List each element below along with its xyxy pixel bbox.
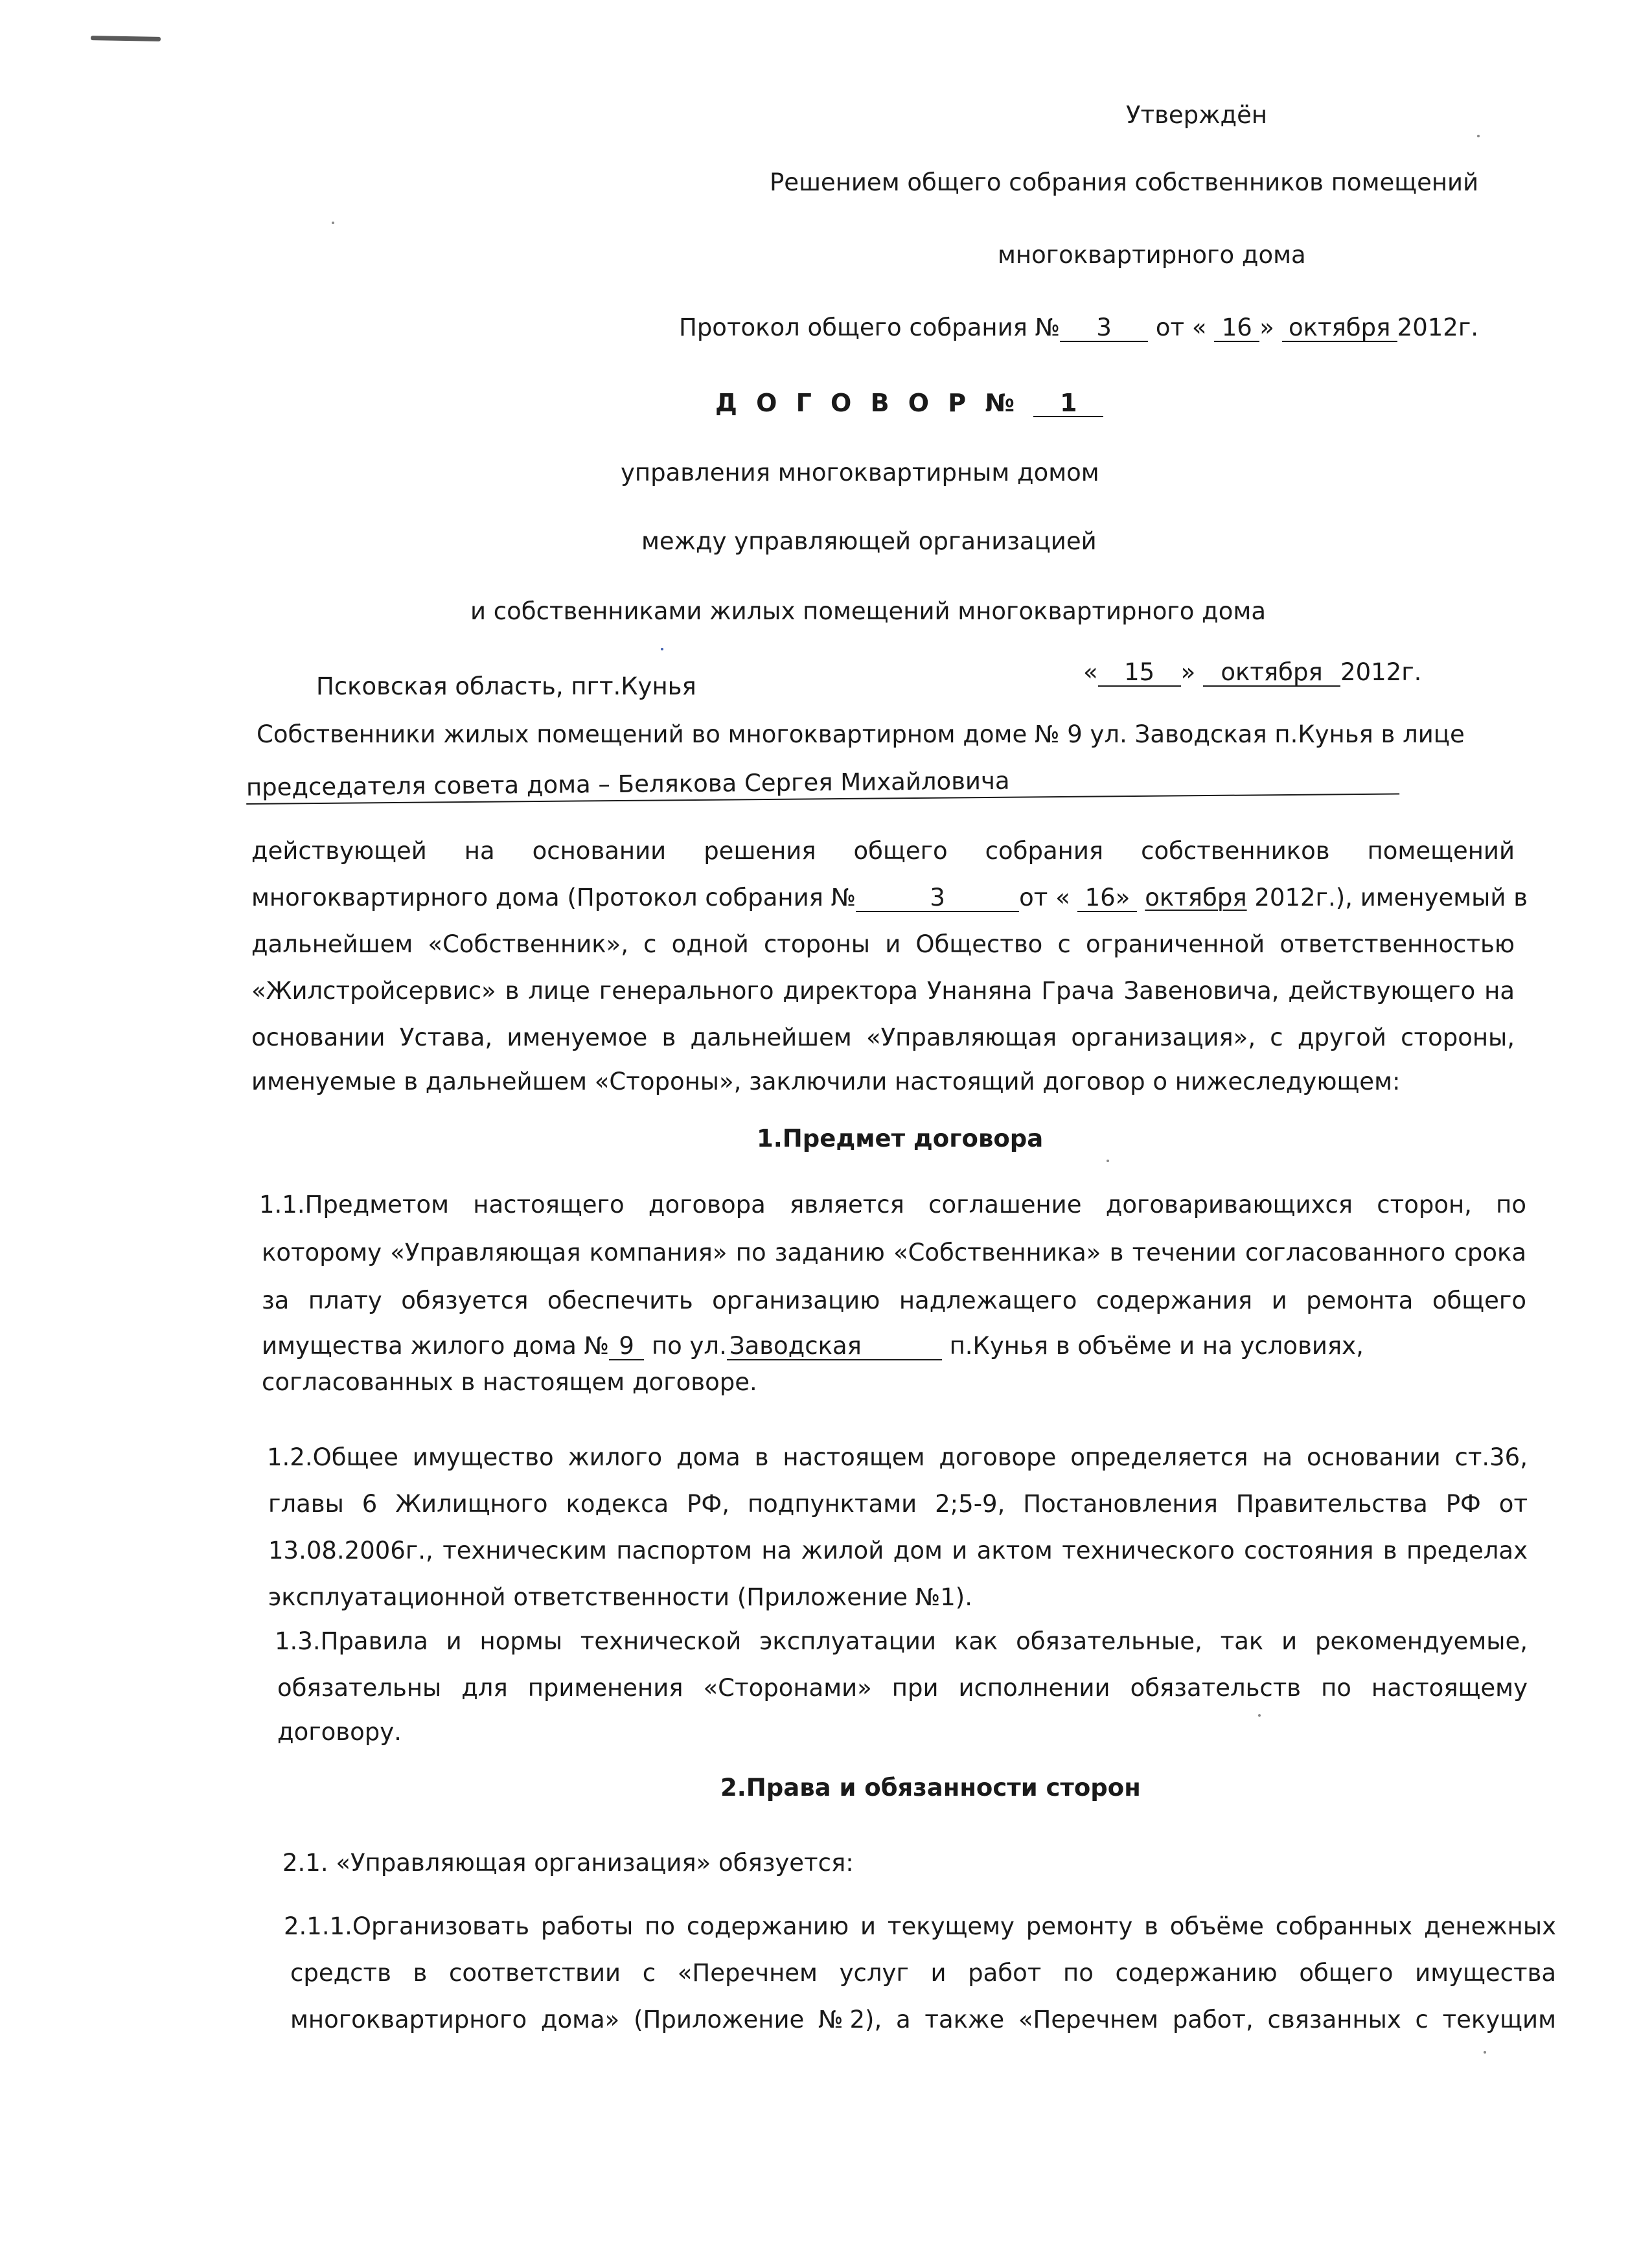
- section-1-1-house-text: имущества жилого дома №: [262, 1332, 610, 1360]
- approved-label: Утверждён: [1126, 101, 1268, 129]
- section-1-2-line-4: эксплуатационной ответственности (Приложение №1).: [268, 1583, 972, 1611]
- section-2-1-line: 2.1. «Управляющая организация» обязуется:: [282, 1849, 854, 1877]
- section-1-1-line-5: согласованных в настоящем договоре.: [262, 1368, 757, 1396]
- preamble-line-4: [251, 882, 1528, 913]
- section-1-2-line-2: главы 6 Жилищного кодекса РФ, подпунктами 2;5-9, Постановления Правительства РФ от: [268, 1490, 1528, 1518]
- date-open-quote: «: [1083, 658, 1098, 686]
- contract-title: [715, 387, 1103, 418]
- scan-speck: [1258, 1714, 1261, 1717]
- section-1-1-tail: п.Кунья в объёме и на условиях,: [949, 1332, 1364, 1360]
- contract-subtitle-2: между управляющей организацией: [641, 527, 1097, 555]
- section-1-1-line-2: которому «Управляющая компания» по заданию «Собственника» в течении согласованного срока: [262, 1239, 1526, 1266]
- owner-representative: председателя совета дома – Белякова Сергея Михайловича: [246, 762, 1399, 805]
- approval-building: многоквартирного дома: [998, 241, 1306, 269]
- scan-artifact-mark: [91, 36, 161, 41]
- date-day: 15: [1098, 659, 1181, 687]
- contract-subtitle-3: и собственниками жилых помещений многоквартирного дома: [470, 597, 1266, 625]
- section-1-1-line-1: 1.1.Предметом настоящего договора является соглашение договаривающихся сторон, по: [259, 1191, 1526, 1219]
- scan-speck: [1477, 135, 1480, 137]
- preamble-year-text: 2012г.), именуемый в: [1254, 884, 1528, 911]
- preamble-day: 16»: [1077, 885, 1137, 912]
- section-1-1-line-4: [262, 1331, 1526, 1362]
- protocol-close-quote: »: [1259, 314, 1274, 341]
- section-1-1-house-number: 9: [609, 1333, 644, 1360]
- preamble-protocol-text: многоквартирного дома (Протокол собрания №: [251, 884, 856, 911]
- section-1-3-line-1: 1.3.Правила и нормы технической эксплуатации как обязательные, так и рекомендуемые,: [275, 1627, 1528, 1655]
- preamble-line-6: «Жилстройсервис» в лице генерального директора Унаняна Грача Завеновича, действующего на: [251, 977, 1515, 1005]
- section-1-heading: 1.Предмет договора: [757, 1125, 1044, 1152]
- preamble-month: октября: [1145, 884, 1247, 911]
- date-close-quote: »: [1180, 658, 1196, 686]
- section-1-3-line-2: обязательны для применения «Сторонами» при исполнении обязательств по настоящему: [277, 1674, 1528, 1702]
- date-year: 2012г.: [1340, 658, 1422, 686]
- contract-number: 1: [1033, 390, 1103, 417]
- section-2-1-1-line-1: 2.1.1.Организовать работы по содержанию и текущему ремонту в объёме собранных денежных: [284, 1912, 1556, 1940]
- contract-title-text: Д О Г О В О Р №: [715, 389, 1020, 417]
- section-2-1-1-line-2: средств в соответствии с «Перечнем услуг и работ по содержанию общего имущества: [290, 1959, 1556, 1987]
- date-month: октября: [1203, 659, 1340, 687]
- preamble-protocol-number: 3: [856, 885, 1019, 912]
- approval-decision: Решением общего собрания собственников помещений: [770, 168, 1479, 196]
- scan-speck: [1107, 1160, 1109, 1162]
- section-1-2-line-1: 1.2.Общее имущество жилого дома в настоящем договоре определяется на основании ст.36,: [267, 1443, 1528, 1471]
- section-1-1-street-prefix: по ул.: [651, 1332, 727, 1360]
- preamble-line-3: действующей на основании решения общего собрания собственников помещений: [251, 837, 1515, 865]
- contract-subtitle-1: управления многоквартирным домом: [621, 459, 1099, 487]
- section-1-3-line-3: договору.: [277, 1718, 402, 1746]
- preamble-line-7: основании Устава, именуемое в дальнейшем «Управляющая организация», с другой стороны,: [251, 1024, 1515, 1051]
- preamble-line-5: дальнейшем «Собственник», с одной стороны и Общество с ограниченной ответственностью: [251, 930, 1515, 958]
- section-2-1-1-line-3: многоквартирного дома» (Приложение №2), а также «Перечнем работ, связанных с текущим: [290, 2006, 1556, 2033]
- section-1-2-line-3: 13.08.2006г., техническим паспортом на жилой дом и актом технического состояния в пределах: [268, 1537, 1528, 1564]
- scan-speck: [332, 222, 334, 224]
- preamble-line-1: Собственники жилых помещений во многоквартирном доме № 9 ул. Заводская п.Кунья в лице: [257, 720, 1465, 748]
- section-2-heading: 2.Права и обязанности сторон: [720, 1774, 1141, 1802]
- contract-place: Псковская область, пгт.Кунья: [316, 672, 696, 700]
- protocol-month: октября: [1282, 315, 1397, 342]
- scan-speck: [661, 648, 663, 650]
- preamble-line-8: именуемые в дальнейшем «Стороны», заключили настоящий договор о нижеследующем:: [251, 1068, 1401, 1095]
- contract-date: [1083, 657, 1421, 688]
- preamble-from: от «: [1019, 884, 1070, 911]
- scan-speck: [1484, 2051, 1486, 2054]
- protocol-prefix: Протокол общего собрания №: [679, 314, 1061, 341]
- section-1-1-street: Заводская: [727, 1333, 942, 1360]
- section-1-1-line-3: за плату обязуется обеспечить организацию надлежащего содержания и ремонта общего: [262, 1287, 1526, 1314]
- protocol-day: 16: [1214, 315, 1259, 342]
- approval-protocol-line: [679, 312, 1478, 343]
- protocol-year: 2012г.: [1397, 314, 1479, 341]
- protocol-from: от «: [1155, 314, 1207, 341]
- protocol-number: 3: [1060, 315, 1148, 342]
